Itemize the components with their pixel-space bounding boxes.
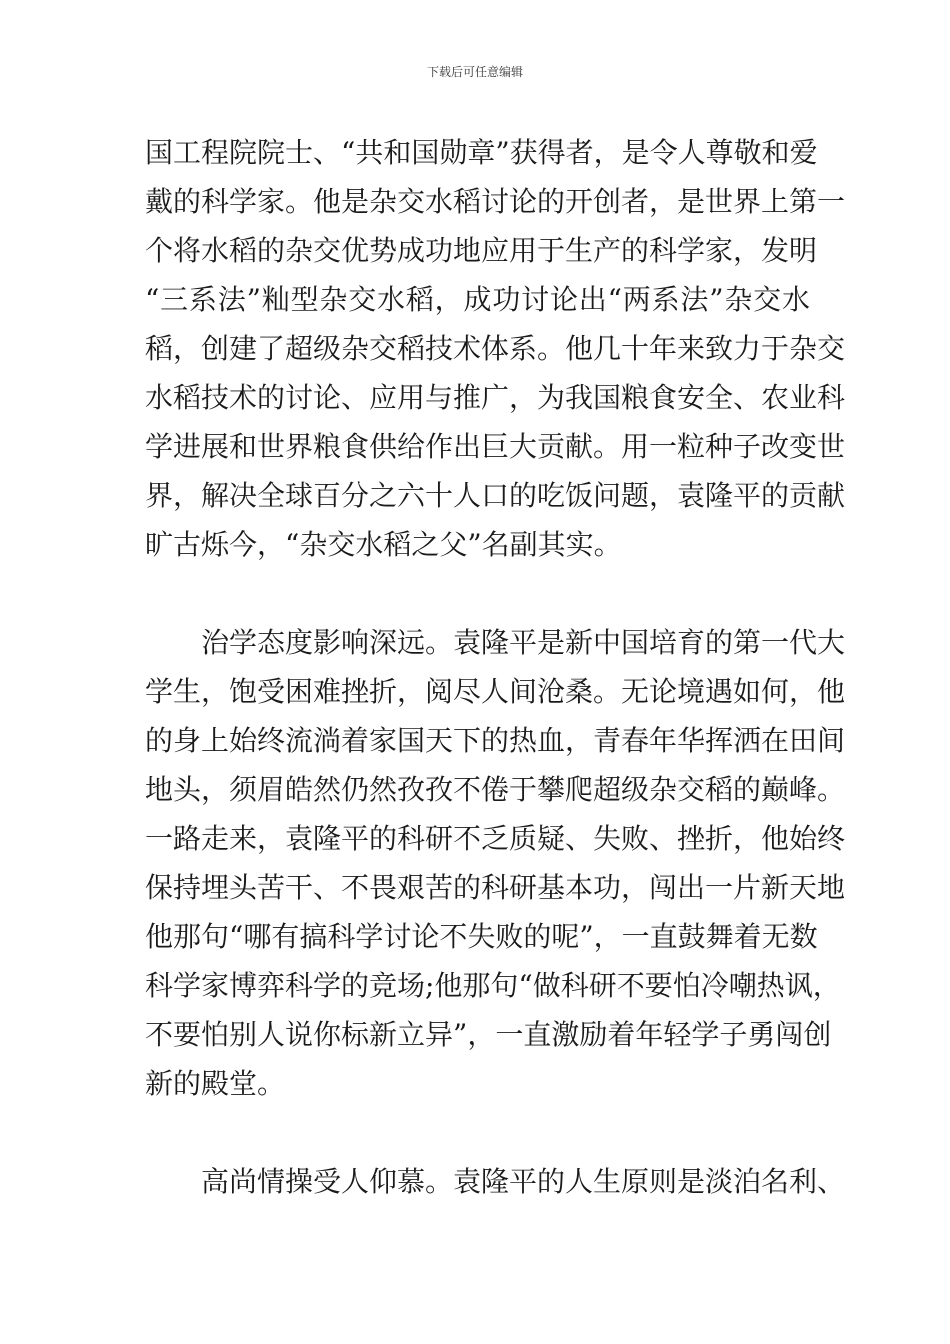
paragraph-line: 水稻技术的讨论、应用与推广，为我国粮食安全、农业科 — [145, 381, 846, 414]
paragraph-1 — [145, 128, 846, 569]
paragraph-gap — [145, 1108, 810, 1157]
paragraph-line: 科学家博弈科学的竞场;他那句“做科研不要怕冷嘲热讽， — [145, 969, 841, 1002]
paragraph-3 — [145, 1157, 846, 1206]
paragraph-line: 国工程院院士、“共和国勋章”获得者，是令人尊敬和爱 — [145, 136, 818, 169]
paragraph-line: 旷古烁今，“杂交水稻之父”名副其实。 — [145, 528, 622, 561]
document-body — [145, 128, 846, 1206]
paragraph-line: 稻，创建了超级杂交稻技术体系。他几十年来致力于杂交 — [145, 332, 846, 365]
paragraph-line: 界，解决全球百分之六十人口的吃饭问题，袁隆平的贡献 — [145, 479, 846, 512]
paragraph-line: 的身上始终流淌着家国天下的热血，青春年华挥洒在田间 — [145, 724, 846, 757]
paragraph-line: 戴的科学家。他是杂交水稻讨论的开创者，是世界上第一 — [145, 185, 846, 218]
paragraph-line: 一路走来，袁隆平的科研不乏质疑、失败、挫折，他始终 — [145, 822, 846, 855]
paragraph-line: 保持埋头苦干、不畏艰苦的科研基本功，闯出一片新天地 — [145, 871, 846, 904]
paragraph-line: 学生，饱受困难挫折，阅尽人间沧桑。无论境遇如何，他 — [145, 675, 846, 708]
paragraph-gap — [145, 569, 810, 618]
paragraph-line: 地头，须眉皓然仍然孜孜不倦于攀爬超级杂交稻的巅峰。 — [145, 773, 846, 806]
paragraph-line: 他那句“哪有搞科学讨论不失败的呢”，一直鼓舞着无数 — [145, 920, 818, 953]
paragraph-line: 学进展和世界粮食供给作出巨大贡献。用一粒种子改变世 — [145, 430, 846, 463]
paragraph-line: 治学态度影响深远。袁隆平是新中国培育的第一代大 — [201, 626, 846, 659]
paragraph-line: 高尚情操受人仰慕。袁隆平的人生原则是淡泊名利、 — [201, 1165, 846, 1198]
paragraph-line: “三系法”籼型杂交水稻，成功讨论出“两系法”杂交水 — [145, 283, 810, 316]
paragraph-2 — [145, 618, 846, 1108]
page-header: 下载后可任意编辑 — [426, 65, 523, 79]
paragraph-line: 个将水稻的杂交优势成功地应用于生产的科学家，发明 — [145, 234, 818, 267]
paragraph-line: 新的殿堂。 — [145, 1067, 286, 1100]
paragraph-line: 不要怕别人说你标新立异”，一直激励着年轻学子勇闯创 — [145, 1018, 832, 1051]
